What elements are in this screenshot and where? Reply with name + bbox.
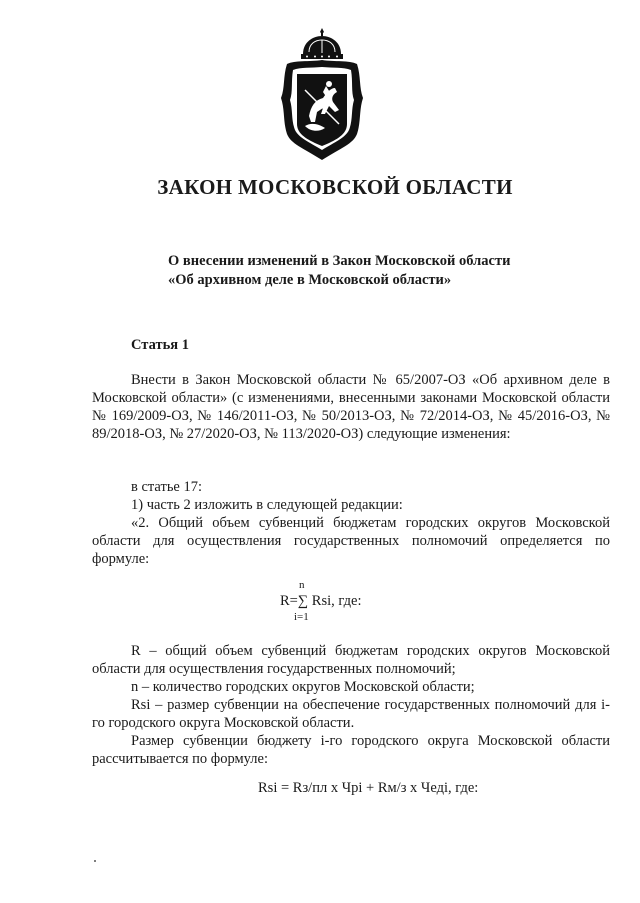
subtitle-line-2: «Об архивном деле в Московской области» xyxy=(168,272,452,288)
paragraph-r-definition: R – общий объем субвенций бюджетам городских округов Московской области для осуществления государственных полномочий; xyxy=(92,643,610,677)
scan-speck xyxy=(94,860,96,862)
document-subtitle xyxy=(168,252,510,290)
paragraph-n-definition: n – количество городских округов Московской области; xyxy=(131,679,475,695)
article-heading: Статья 1 xyxy=(131,337,189,353)
document-title: ЗАКОН МОСКОВСКОЙ ОБЛАСТИ xyxy=(157,175,513,199)
paragraph-rsi-definition: Rsi – размер субвенции на обеспечение государственных полномочий для i-го городского округа Московской области. xyxy=(92,697,610,731)
subtitle-line-1: О внесении изменений в Закон Московской области xyxy=(168,253,511,269)
line-article-17: в статье 17: xyxy=(131,479,203,495)
formula-rsi: Rsi = Rз/пл х Чрi + Rм/з х Чеді, где: xyxy=(258,780,479,796)
line-part-2: 1) часть 2 изложить в следующей редакции: xyxy=(131,497,403,513)
paragraph-intro: Внести в Закон Московской области № 65/2007-ОЗ «Об архивном деле в Московской области» (с изменениями, внесенными законами Московской области № 169/2009-ОЗ, № 146/2011-ОЗ, № 50/2013-ОЗ, № 72/2014-ОЗ, № 45/2016-ОЗ, № 89/2018-ОЗ, № 27/2020-ОЗ, № 113/2020-ОЗ) следующие изменения: xyxy=(92,372,610,442)
paragraph-total-volume: «2. Общий объем субвенций бюджетам городских округов Московской области для осуществления государственных полномочий определяется по формуле: xyxy=(92,515,610,567)
moscow-oblast-coat-of-arms-icon xyxy=(279,26,365,162)
formula-sum-lower-limit: i=1 xyxy=(294,611,309,623)
formula-sum-upper-limit: n xyxy=(299,579,305,591)
paragraph-subvention-size: Размер субвенции бюджету i-го городского округа Московской области рассчитывается по формуле: xyxy=(92,733,610,767)
formula-sum-expression: R=∑ Rsi, где: xyxy=(280,593,362,609)
